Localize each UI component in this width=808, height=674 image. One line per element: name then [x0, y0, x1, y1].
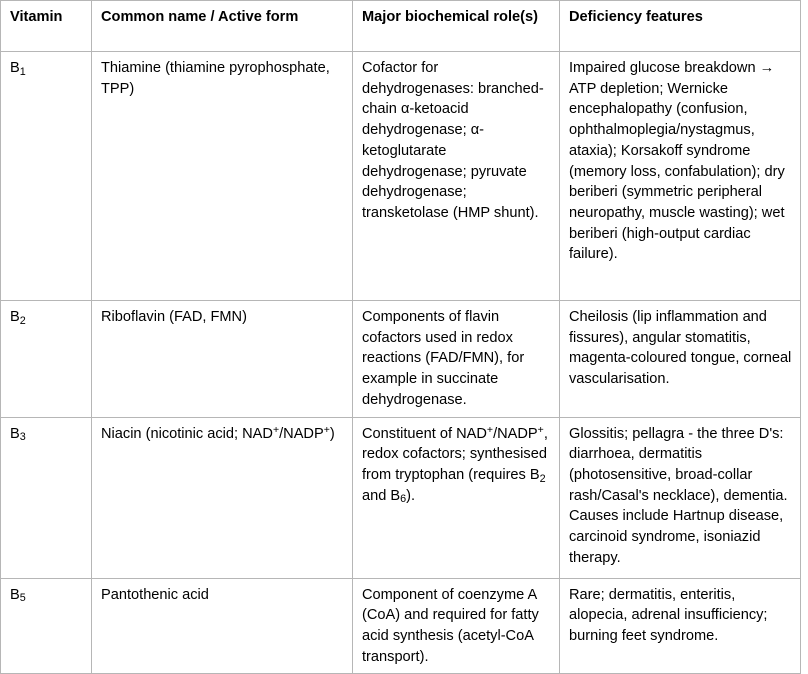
table-body	[1, 52, 801, 674]
column-header-deficiency-features: Deficiency features	[560, 1, 801, 52]
cell-common-name: Pantothenic acid	[92, 578, 353, 674]
cell-deficiency-features: Impaired glucose breakdown → ATP depletion; Wernicke encephalopathy (confusion, ophthalmoplegia/nystagmus, ataxia); Korsakoff syndrome (memory loss, confabulation); dry beriberi (symmetric peripheral neuropathy, muscle wasting); wet beriberi (high-output cardiac failure).	[560, 52, 801, 301]
cell-biochemical-role: Components of flavin cofactors used in redox reactions (FAD/FMN), for example in succinate dehydrogenase.	[353, 301, 560, 418]
cell-vitamin: $B_1$	[1, 52, 92, 301]
cell-biochemical-role: Cofactor for dehydrogenases: branched-chain α-ketoacid dehydrogenase; α-ketoglutarate dehydrogenase; pyruvate dehydrogenase; transketolase (HMP shunt).	[353, 52, 560, 301]
column-header-vitamin: Vitamin	[1, 1, 92, 52]
cell-biochemical-role: Constituent of NAD+/NADP+, redox cofactors; synthesised from tryptophan (requires $B_2$ and $B_6$).	[353, 417, 560, 578]
cell-vitamin: $B_5$	[1, 578, 92, 674]
cell-common-name: Thiamine (thiamine pyrophosphate, TPP)	[92, 52, 353, 301]
cell-vitamin: $B_2$	[1, 301, 92, 418]
table-row	[1, 301, 801, 418]
cell-biochemical-role: Component of coenzyme A (CoA) and required for fatty acid synthesis (acetyl-CoA transport).	[353, 578, 560, 674]
cell-deficiency-features: Rare; dermatitis, enteritis, alopecia, adrenal insufficiency; burning feet syndrome.	[560, 578, 801, 674]
column-header-biochemical-role: Major biochemical role(s)	[353, 1, 560, 52]
cell-vitamin: $B_3$	[1, 417, 92, 578]
table-header	[1, 1, 801, 52]
cell-common-name: Riboflavin (FAD, FMN)	[92, 301, 353, 418]
cell-deficiency-features: Cheilosis (lip inflammation and fissures), angular stomatitis, magenta-coloured tongue, corneal vascularisation.	[560, 301, 801, 418]
column-header-common-name: Common name / Active form	[92, 1, 353, 52]
cell-deficiency-features: Glossitis; pellagra - the three D's: diarrhoea, dermatitis (photosensitive, broad-collar rash/Casal's necklace), dementia. Causes include Hartnup disease, carcinoid syndrome, isoniazid therapy.	[560, 417, 801, 578]
cell-common-name: Niacin (nicotinic acid; NAD+/NADP+)	[92, 417, 353, 578]
table-row	[1, 417, 801, 578]
table-header-row	[1, 1, 801, 52]
table-row	[1, 52, 801, 301]
